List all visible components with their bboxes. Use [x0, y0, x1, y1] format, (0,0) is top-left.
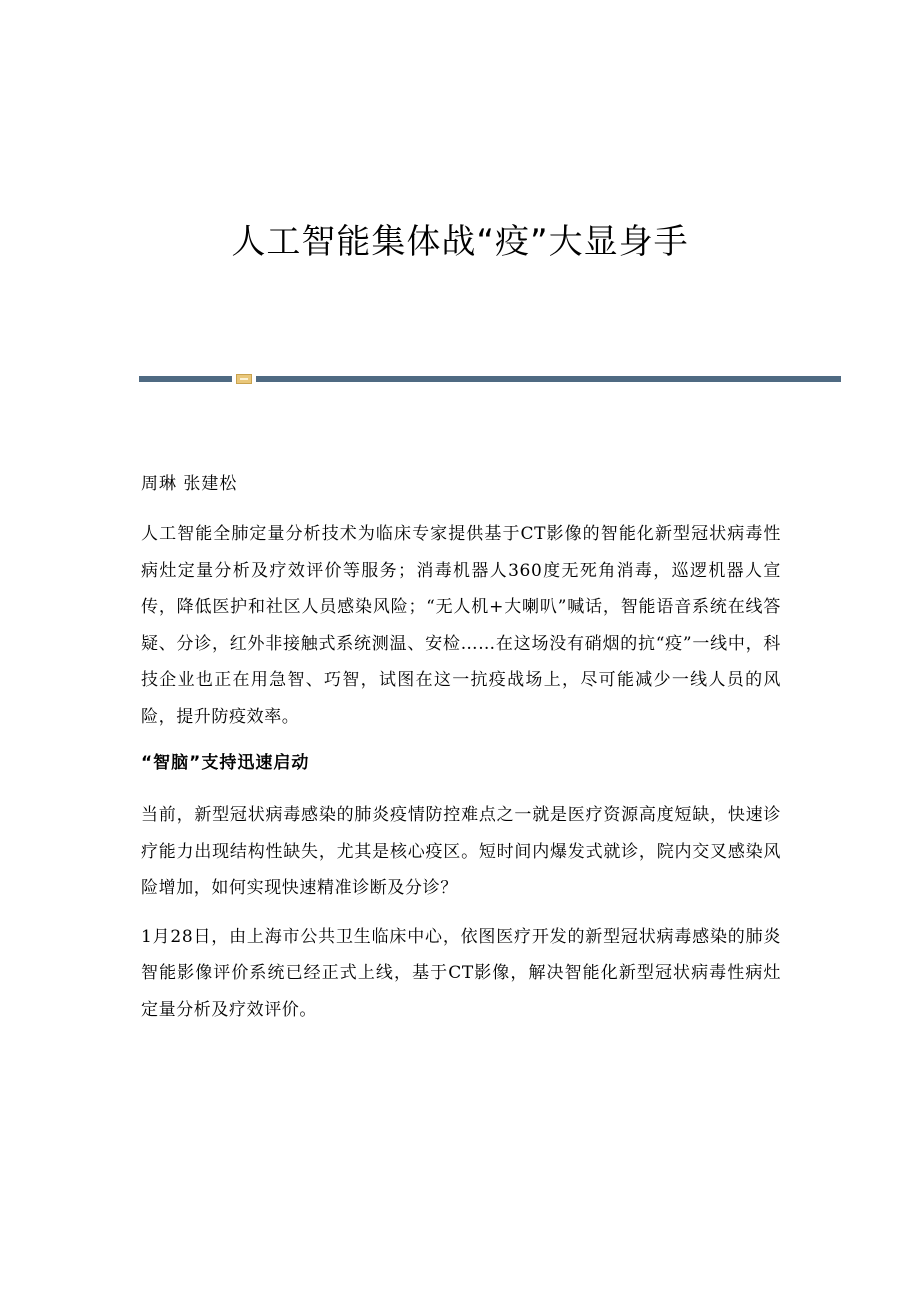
article-authors: 周琳 张建松: [141, 474, 238, 494]
document-title: 人工智能集体战“疫”大显身手: [231, 222, 689, 262]
divider-bar-left: [139, 376, 232, 382]
paragraph-3: 1月28日，由上海市公共卫生临床中心，依图医疗开发的新型冠状病毒感染的肺炎智能影像评价系统已经正式上线，基于CT影像，解决智能化新型冠状病毒性病灶定量分析及疗效评价。: [141, 926, 781, 1020]
divider-bar-right: [256, 376, 841, 382]
paragraph-intro: 人工智能全肺定量分析技术为临床专家提供基于CT影像的智能化新型冠状病毒性病灶定量分析及疗效评价等服务；消毒机器人360度无死角消毒，巡逻机器人宣传，降低医护和社区人员感染风险；“无人机+大喇叭”喊话，智能语音系统在线答疑、分诊，红外非接触式系统测温、安检……在这场没有硝烟的抗“疫”一线中，科技企业也正在用急智、巧智，试图在这一抗疫战场上，尽可能减少一线人员的风险，提升防疫效率。: [141, 524, 781, 727]
divider-ornament-icon: [236, 374, 252, 384]
paragraph-2: 当前，新型冠状病毒感染的肺炎疫情防控难点之一就是医疗资源高度短缺，快速诊疗能力出现结构性缺失，尤其是核心疫区。短时间内爆发式就诊，院内交叉感染风险增加，如何实现快速精准诊断及分诊？: [141, 805, 781, 898]
section-heading: “智脑”支持迅速启动: [141, 753, 310, 773]
article-body: [141, 468, 781, 1040]
title-divider: [139, 374, 841, 384]
